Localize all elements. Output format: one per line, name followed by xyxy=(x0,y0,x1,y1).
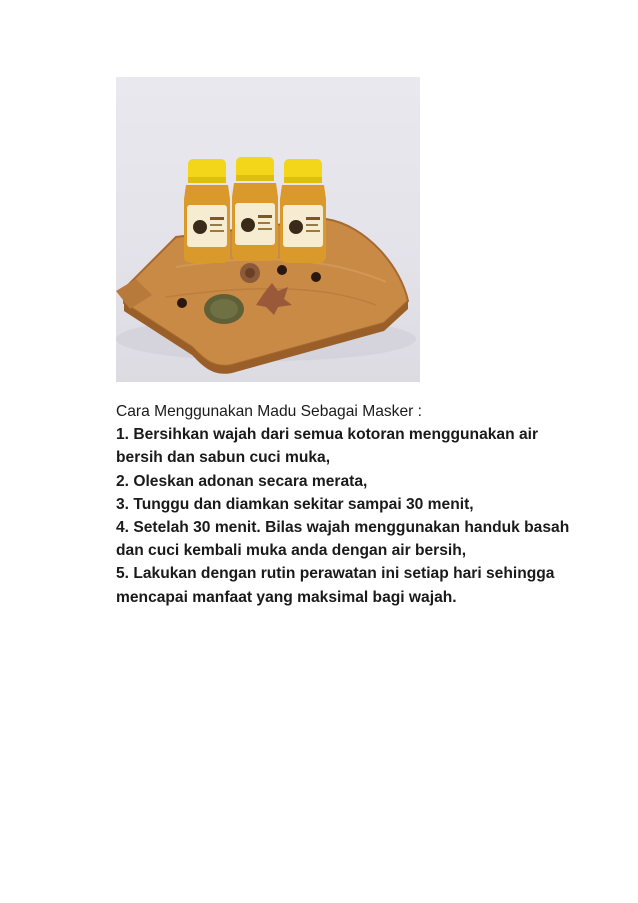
instruction-step: 2. Oleskan adonan secara merata, xyxy=(116,472,368,490)
instructions-text xyxy=(116,400,576,609)
instruction-step: 4. Setelah 30 menit. Bilas wajah menggunakan handuk basah dan cuci kembali muka anda dengan air bersih, xyxy=(116,519,570,560)
instructions-title: Cara Menggunakan Madu Sebagai Masker : xyxy=(116,403,422,420)
instruction-step: 5. Lakukan dengan rutin perawatan ini setiap hari sehingga mencapai manfaat yang maksimal bagi wajah. xyxy=(116,565,555,606)
instruction-step: 1. Bersihkan wajah dari semua kotoran menggunakan air bersih dan sabun cuci muka, xyxy=(116,426,539,467)
honey-bottles-photo-icon xyxy=(116,77,420,382)
instruction-step: 3. Tunggu dan diamkan sekitar sampai 30 menit, xyxy=(116,495,474,513)
product-photo xyxy=(116,77,420,382)
